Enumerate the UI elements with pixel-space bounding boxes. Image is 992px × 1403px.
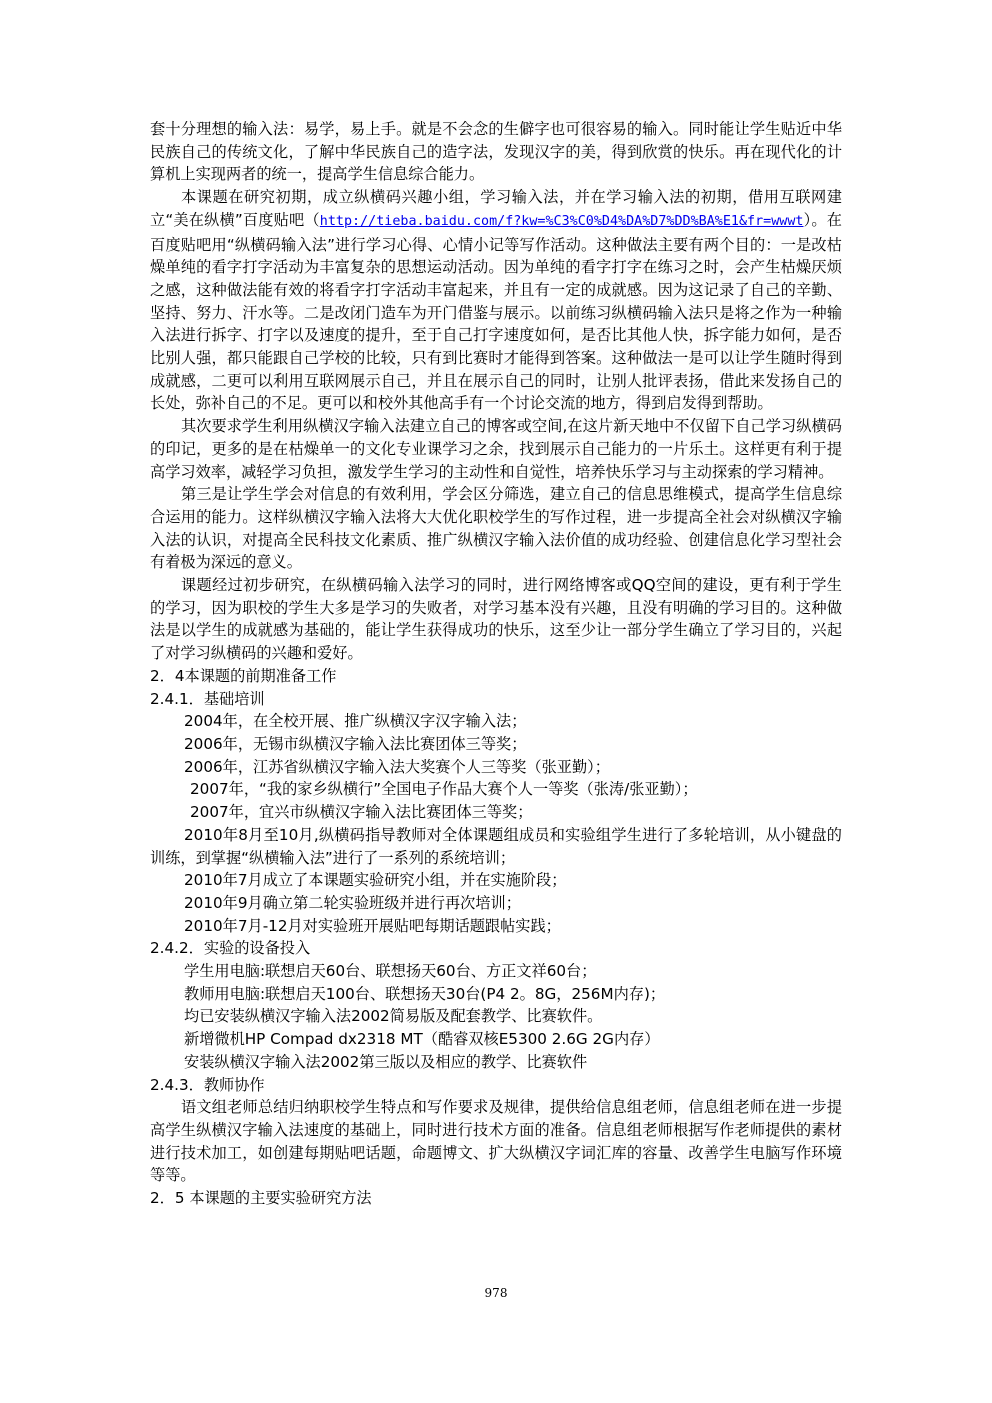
tieba-link[interactable]: http://tieba.baidu.com/f?kw=%C3%C0%D4%DA%D7%DD%BA%E1&fr=wwwt bbox=[319, 213, 804, 229]
training-item: 2006年，无锡市纵横汉字输入法比赛团体三等奖； bbox=[184, 734, 527, 753]
section-heading-2-4-1: 2.4.1．基础培训 bbox=[150, 689, 265, 708]
training-item: 2007年，宜兴市纵横汉字输入法比赛团体三等奖； bbox=[190, 803, 533, 822]
equipment-item: 学生用电脑:联想启天60台、联想扬天60台、方正文祥60台； bbox=[184, 962, 597, 981]
paragraph-blog: 其次要求学生利用纵横汉字输入法建立自己的博客或空间,在这片新天地中不仅留下自己学习纵横码的印记，更多的是在枯燥单一的文化专业课学习之余，找到展示自己能力的一片乐土。这样更有利于提高学习效率，减轻学习负担，激发学生学习的主动性和自觉性，培养快乐学习与主动探索的学习精神。 bbox=[150, 417, 842, 481]
equipment-item: 新增微机HP Compad dx2318 MT（酷睿双核E5300 2.6G 2G内存） bbox=[184, 1030, 660, 1049]
training-item: 2010年7月-12月对实验班开展贴吧每期话题跟帖实践； bbox=[184, 916, 561, 935]
equipment-item: 均已安装纵横汉字输入法2002简易版及配套教学、比赛软件。 bbox=[184, 1007, 603, 1026]
training-item: 2004年，在全校开展、推广纵横汉字汉字输入法； bbox=[184, 712, 527, 731]
training-item: 2007年，“我的家乡纵横行”全国电子作品大赛个人一等奖（张涛/张亚勤）； bbox=[190, 780, 698, 799]
document-body bbox=[150, 118, 842, 1210]
paragraph-text: ）。在百度贴吧用“纵横码输入法”进行学习心得、心情小记等写作活动。这种做法主要有两个目的：一是改枯燥单纯的看字打字活动为丰富复杂的思想运动活动。因为单纯的看字打字在练习之时，会产生枯燥厌烦之感，这种做法能有效的将看字打字活动丰富起来，并且有一定的成就感。因为这记录了自己的辛勤、坚持、努力、汗水等。二是改闭门造车为开门借鉴与展示。以前练习纵横码输入法只是将之作为一种输入法进行拆字、打字以及速度的提升，至于自己打字速度如何，是否比其他人快，拆字能力如何，是否比别人强，都只能跟自己学校的比较，只有到比赛时才能得到答案。这种做法一是可以让学生随时得到成就感，二更可以利用互联网展示自己，并且在展示自己的同时，让别人批评表扬，借此来发扬自己的长处，弥补自己的不足。更可以和校外其他高手有一个讨论交流的地方，得到启发得到帮助。 bbox=[150, 210, 842, 413]
paragraph-text: 本课题在研究初期，成立纵横码兴趣小组，学习输入法，并在学习输入法的初期，借用互联网建立“美在纵横”百度贴吧（ bbox=[150, 188, 842, 229]
paragraph-intro: 套十分理想的输入法：易学，易上手。就是不会念的生僻字也可很容易的输入。同时能让学生贴近中华民族自己的传统文化，了解中华民族自己的造字法，发现汉字的美，得到欣赏的快乐。再在现代化的计算机上实现两者的统一，提高学生信息综合能力。 bbox=[150, 120, 842, 184]
training-2010: 2010年8月至10月,纵横码指导教师对全体课题组成员和实验组学生进行了多轮培训，从小键盘的训练，到掌握“纵横输入法”进行了一系列的系统培训； bbox=[150, 825, 842, 867]
section-heading-2-4: 2．4本课题的前期准备工作 bbox=[150, 666, 337, 685]
paragraph-teachers: 语文组老师总结归纳职校学生特点和写作要求及规律，提供给信息组老师，信息组老师在进一步提高学生纵横汉字输入法速度的基础上，同时进行技术方面的准备。信息组老师根据写作老师提供的素材进行技术加工，如创建每期贴吧话题，命题博文、扩大纵横汉字词汇库的容量、改善学生电脑写作环境等等。 bbox=[150, 1098, 842, 1185]
equipment-list bbox=[150, 960, 842, 1074]
training-item: 2010年7月成立了本课题实验研究小组，并在实施阶段； bbox=[184, 871, 567, 890]
training-rest-list bbox=[150, 869, 842, 937]
page-number: 978 bbox=[484, 1286, 508, 1300]
equipment-item: 教师用电脑:联想启天100台、联想扬天30台(P4 2。8G，256M内存)； bbox=[184, 984, 666, 1003]
paragraph-preliminary: 课题经过初步研究，在纵横码输入法学习的同时，进行网络博客或QQ空间的建设，更有利于学生的学习，因为职校的学生大多是学习的失败者，对学习基本没有兴趣，且没有明确的学习目的。这种做法是以学生的成就感为基础的，能让学生获得成功的快乐，这至少让一部分学生确立了学习目的，兴起了对学习纵横码的兴趣和爱好。 bbox=[150, 576, 842, 663]
paragraph-information: 第三是让学生学会对信息的有效利用，学会区分筛选，建立自己的信息思维模式，提高学生信息综合运用的能力。这样纵横汉字输入法将大大优化职校学生的写作过程，进一步提高全社会对纵横汉字输入法的认识，对提高全民科技文化素质、推广纵横汉字输入法价值的成功经验、创建信息化学习型社会有着极为深远的意义。 bbox=[150, 485, 842, 572]
section-heading-2-4-2: 2.4.2．实验的设备投入 bbox=[150, 939, 311, 958]
section-heading-2-5: 2．5 本课题的主要实验研究方法 bbox=[150, 1189, 372, 1208]
training-item: 2006年，江苏省纵横汉字输入法大奖赛个人三等奖（张亚勤）； bbox=[184, 757, 610, 776]
section-heading-2-4-3: 2.4.3．教师协作 bbox=[150, 1075, 265, 1094]
equipment-item: 安装纵横汉字输入法2002第三版以及相应的教学、比赛软件 bbox=[184, 1052, 588, 1071]
training-item: 2010年9月确立第二轮实验班级并进行再次培训； bbox=[184, 893, 521, 912]
training-list bbox=[150, 710, 842, 824]
paragraph-research-start bbox=[150, 186, 842, 415]
